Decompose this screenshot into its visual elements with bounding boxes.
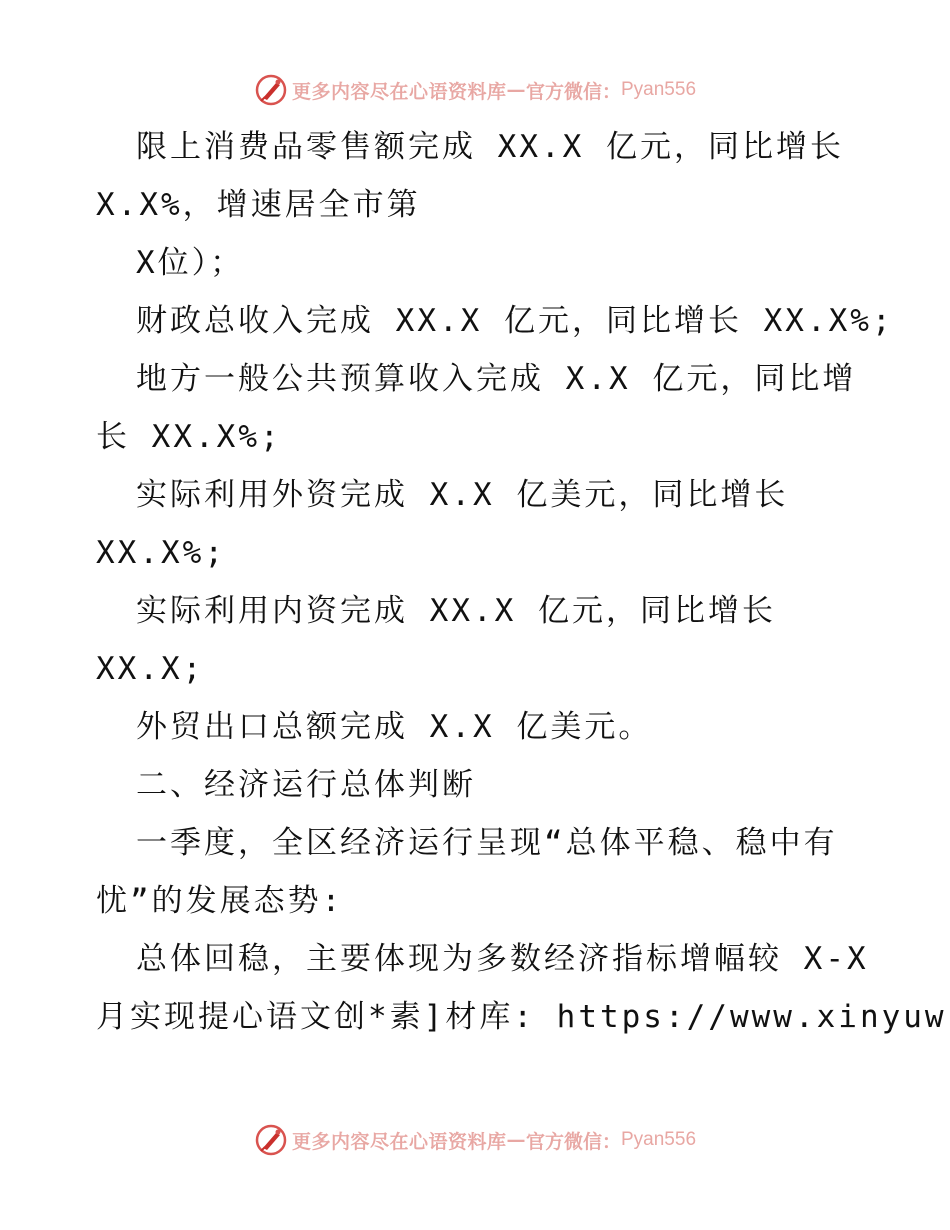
- watermark-contact-id: Pyan556: [621, 79, 697, 100]
- body-line: X.X%，增速居全市第: [96, 187, 421, 223]
- watermark-text: 更多内容尽在心语资料库: [291, 1130, 507, 1153]
- body-line: 外贸出口总额完成 X.X 亿美元。: [136, 709, 653, 745]
- watermark-separator: —: [506, 1129, 526, 1151]
- watermark-footer: [0, 1120, 950, 1160]
- body-line: 地方一般公共预算收入完成 X.X 亿元，同比增: [136, 361, 857, 397]
- body-line: X位）；: [136, 245, 245, 281]
- watermark-contact-label: 官方微信：: [525, 80, 621, 103]
- section-heading: 二、经济运行总体判断: [136, 767, 476, 803]
- body-line: 月实现提心语文创*素]材库: https://www.xinyuw: [96, 999, 947, 1035]
- body-line: 长 XX.X%;: [96, 419, 282, 455]
- body-line: 限上消费品零售额完成 XX.X 亿元，同比增长: [136, 129, 844, 165]
- watermark-text: 更多内容尽在心语资料库: [291, 80, 507, 103]
- quill-pen-logo-icon: [254, 1123, 288, 1157]
- watermark-separator: —: [506, 79, 526, 101]
- body-line: 总体回稳，主要体现为多数经济指标增幅较 X-X: [136, 941, 869, 977]
- body-line: 财政总收入完成 XX.X 亿元，同比增长 XX.X%;: [136, 303, 894, 339]
- body-line: XX.X;: [96, 651, 205, 687]
- quill-pen-logo-icon: [254, 73, 288, 107]
- body-line: XX.X%;: [96, 535, 226, 571]
- watermark-header: [0, 70, 950, 110]
- body-line: 实际利用内资完成 XX.X 亿元，同比增长: [136, 593, 776, 629]
- body-line: 一季度，全区经济运行呈现“总体平稳、稳中有: [136, 825, 838, 861]
- body-line: 忧”的发展态势:: [96, 883, 344, 919]
- watermark-contact-id: Pyan556: [621, 1129, 697, 1150]
- watermark-contact-label: 官方微信：: [525, 1130, 621, 1153]
- body-line: 实际利用外资完成 X.X 亿美元，同比增长: [136, 477, 789, 513]
